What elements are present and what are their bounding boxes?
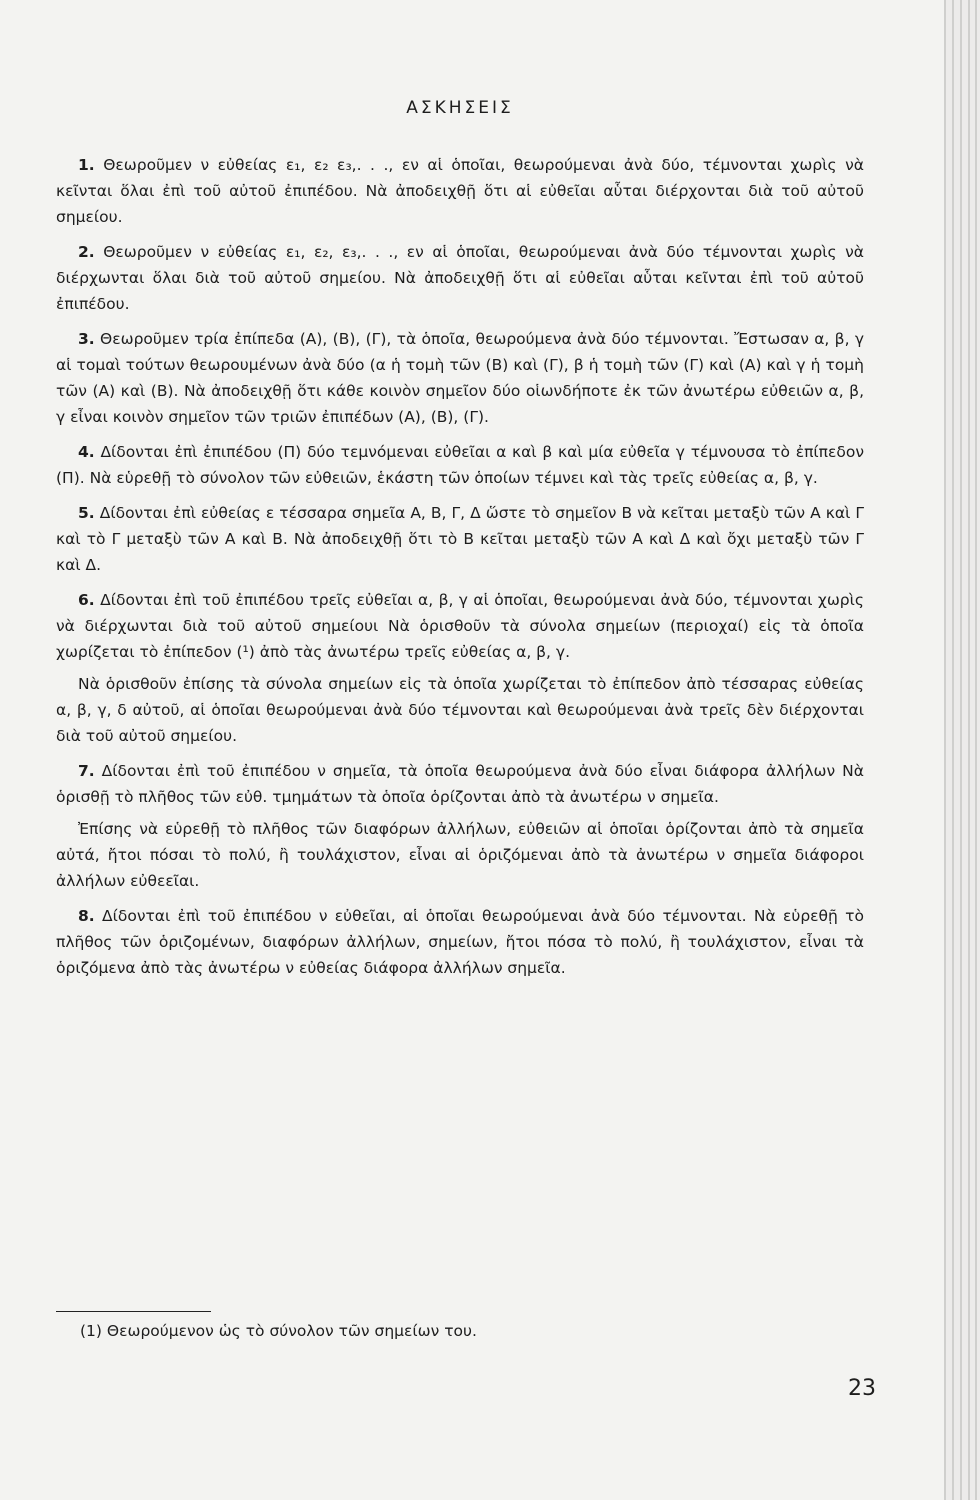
exercise-5 (56, 500, 864, 578)
exercise-number: 7. (78, 762, 95, 780)
exercise-number: 5. (78, 504, 95, 522)
exercise-number: 8. (78, 907, 95, 925)
exercise-text: Δίδονται ἐπὶ εὐθείας ε τέσσαρα σημεῖα Α, Β, Γ, Δ ὥστε τὸ σημεῖον Β νὰ κεῖται μεταξὺ τῶν Α καὶ Γ καὶ τὸ Γ μεταξὺ τῶν Α καὶ Β. Νὰ ἀποδειχθῇ ὅτι τὸ Β κεῖται μεταξὺ τῶν Α καὶ Δ καὶ ὄχι μεταξὺ τῶν Γ καὶ Δ. (56, 504, 864, 574)
exercise-text: Θεωροῦμεν ν εὐθείας ε₁, ε₂ ε₃,. . ., εν αἱ ὁποῖαι, θεωρούμεναι ἀνὰ δύο, τέμνονται χωρὶς νὰ κεῖνται ὅλαι ἐπὶ τοῦ αὐτοῦ ἐπιπέδου. Νὰ ἀποδειχθῇ ὅτι αἱ εὐθεῖαι αὗται διέρχονται διὰ τοῦ αὐτοῦ σημείου. (56, 156, 864, 226)
page-edge (975, 0, 977, 1500)
exercise-3 (56, 326, 864, 430)
exercise-text: Θεωροῦμεν τρία ἐπίπεδα (Α), (Β), (Γ), τὰ ὁποῖα, θεωρούμενα ἀνὰ δύο τέμνονται. Ἔστωσαν α, β, γ αἱ τομαὶ τούτων θεωρουμένων ἀνὰ δύο (α ἡ τομὴ τῶν (Β) καὶ (Γ), β ἡ τομὴ τῶν (Γ) καὶ (Α) καὶ γ ἡ τομὴ τῶν (Α) καὶ (Β). Νὰ ἀποδειχθῇ ὅτι κάθε κοινὸν σημεῖον δύο οἱωνδήποτε ἐκ τῶν ἀνωτέρω εὐθειῶν α, β, γ εἶναι κοινὸν σημεῖον τῶν τριῶν ἐπιπέδων (Α), (Β), (Γ). (56, 330, 864, 426)
exercise-6 (56, 587, 864, 749)
exercise-text: Δίδονται ἐπὶ τοῦ ἐπιπέδου ν εὐθεῖαι, αἱ ὁποῖαι θεωρούμεναι ἀνὰ δύο τέμνονται. Νὰ εὑρεθῇ τὸ πλῆθος τῶν ὁριζομένων, διαφόρων ἀλλήλων, σημείων, ἤτοι πόσα τὸ πολύ, ἢ τουλάχιστον, εἶναι τὰ ὁριζόμενα ἀπὸ τὰς ἀνωτέρω ν εὐθείας διάφορα ἀλλήλων σημεῖα. (56, 907, 864, 977)
page-number: 23 (848, 1376, 876, 1401)
footnote-divider (56, 1311, 211, 1312)
page-edge (960, 0, 962, 1500)
page-heading: ΑΣΚΗΣΕΙΣ (406, 98, 514, 118)
exercise-7 (56, 758, 864, 894)
exercise-number: 4. (78, 443, 95, 461)
exercise-text: Δίδονται ἐπὶ τοῦ ἐπιπέδου ν σημεῖα, τὰ ὁποῖα θεωρούμενα ἀνὰ δύο εἶναι διάφορα ἀλλήλων Νὰ ὁρισθῇ τὸ πλῆθος τῶν εὐθ. τμημάτων τὰ ὁποῖα ὁρίζονται ἀπὸ τὰ ἀνωτέρω ν σημεῖα. (56, 762, 864, 806)
exercise-2 (56, 239, 864, 317)
exercise-text-continued: Νὰ ὁρισθοῦν ἐπίσης τὰ σύνολα σημείων εἰς τὰ ὁποῖα χωρίζεται τὸ ἐπίπεδον ἀπὸ τέσσαρας εὐθείας α, β, γ, δ αὐτοῦ, αἱ ὁποῖαι θεωρούμεναι ἀνὰ δύο τέμνονται καὶ θεωρούμεναι ἀνὰ τρεῖς δὲν διέρχονται διὰ τοῦ αὐτοῦ σημείου. (56, 675, 864, 745)
exercise-text: Θεωροῦμεν ν εὐθείας ε₁, ε₂, ε₃,. . ., εν αἱ ὁποῖαι, θεωρούμεναι ἀνὰ δύο τέμνονται χωρὶς νὰ διέρχωνται ὅλαι διὰ τοῦ αὐτοῦ σημείου. Νὰ ἀποδειχθῇ ὅτι αἱ εὐθεῖαι αὗται κεῖνται ἐπὶ τοῦ αὐτοῦ ἐπιπέδου. (56, 243, 864, 313)
exercise-text-continued: Ἐπίσης νὰ εὑρεθῇ τὸ πλῆθος τῶν διαφόρων ἀλλήλων, εὐθειῶν αἱ ὁποῖαι ὁρίζονται ἀπὸ τὰ σημεῖα αὐτά, ἤτοι πόσαι τὸ πολύ, ἢ τουλάχιστον, εἶναι αἱ ὁριζόμεναι ἀπὸ τὰ ἀνωτέρω ν σημεῖα διάφοροι ἀλλήλων εὐθεεῖαι. (56, 820, 864, 890)
exercise-number: 1. (78, 156, 95, 174)
exercise-4 (56, 439, 864, 491)
page-edge (952, 0, 954, 1500)
exercise-8 (56, 903, 864, 981)
exercise-1 (56, 152, 864, 230)
exercise-text: Δίδονται ἐπὶ τοῦ ἐπιπέδου τρεῖς εὐθεῖαι α, β, γ αἱ ὁποῖαι, θεωρούμεναι ἀνὰ δύο, τέμνονται χωρὶς νὰ διέρχωνται διὰ τοῦ αὐτοῦ σημείουι Νὰ ὁρισθοῦν τὰ σύνολα σημείων (περιοχαί) εἰς τὰ ὁποῖα χωρίζεται τὸ ἐπίπεδον (¹) ἀπὸ τὰς ἀνωτέρω τρεῖς εὐθείας α, β, γ. (56, 591, 864, 661)
exercise-text: Δίδονται ἐπὶ ἐπιπέδου (Π) δύο τεμνόμεναι εὐθεῖαι α καὶ β καὶ μία εὐθεῖα γ τέμνουσα τὸ ἐπίπεδον (Π). Νὰ εὑρεθῇ τὸ σύνολον τῶν εὐθειῶν, ἑκάστη τῶν ὁποίων τέμνει καὶ τὰς τρεῖς εὐθείας α, β, γ. (56, 443, 865, 487)
page-edge (944, 0, 946, 1500)
exercise-number: 3. (78, 330, 95, 348)
footnote: (1) Θεωρούμενον ὡς τὸ σύνολον τῶν σημείων του. (80, 1322, 477, 1340)
exercise-number: 6. (78, 591, 95, 609)
page-edge (968, 0, 970, 1500)
exercises-text (56, 40, 864, 990)
exercise-number: 2. (78, 243, 95, 261)
